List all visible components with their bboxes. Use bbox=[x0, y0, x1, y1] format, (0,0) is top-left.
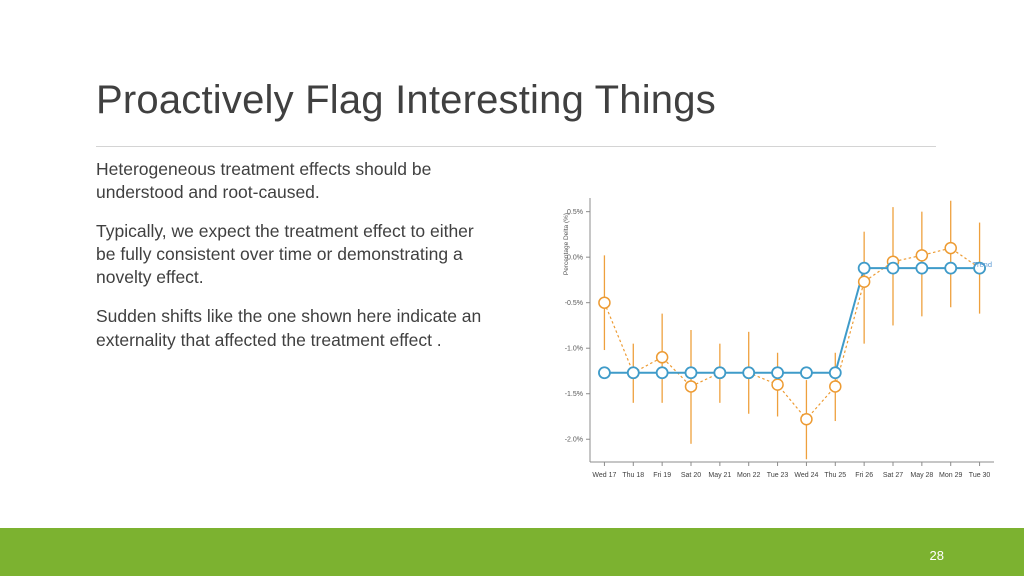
svg-text:Mon 22: Mon 22 bbox=[737, 472, 761, 479]
svg-text:May 28: May 28 bbox=[910, 472, 934, 479]
svg-text:Percentage Delta (%): Percentage Delta (%) bbox=[563, 212, 570, 276]
body-paragraph-1: Heterogeneous treatment effects should be understood and root-caused. bbox=[96, 159, 432, 203]
svg-text:Tue 23: Tue 23 bbox=[766, 472, 789, 479]
svg-text:May 21: May 21 bbox=[708, 472, 732, 479]
svg-text:Trend: Trend bbox=[972, 260, 992, 270]
svg-text:0.0%: 0.0% bbox=[567, 254, 583, 262]
svg-text:Sat 27: Sat 27 bbox=[882, 472, 904, 479]
svg-text:Mon 29: Mon 29 bbox=[939, 472, 963, 479]
svg-text:-1.0%: -1.0% bbox=[564, 345, 583, 353]
svg-text:-1.5%: -1.5% bbox=[564, 391, 583, 399]
svg-text:Fri 26: Fri 26 bbox=[855, 472, 874, 479]
treatment-effect-chart bbox=[528, 182, 1018, 502]
svg-text:-0.5%: -0.5% bbox=[564, 300, 583, 308]
body-text bbox=[96, 158, 496, 368]
slide-number: 28 bbox=[929, 548, 944, 563]
chart-container bbox=[528, 182, 1018, 502]
svg-text:Tue 30: Tue 30 bbox=[968, 472, 991, 479]
svg-text:-2.0%: -2.0% bbox=[564, 436, 583, 444]
body-paragraph-2: Typically, we expect the treatment effect to either be fully consistent over time or demonstrating a novelty effect. bbox=[96, 221, 474, 288]
svg-text:Wed 17: Wed 17 bbox=[592, 472, 617, 479]
svg-text:Thu 18: Thu 18 bbox=[622, 472, 645, 479]
body-paragraph-3: Sudden shifts like the one shown here indicate an externality that affected the treatment effect . bbox=[96, 306, 482, 350]
footer-bar bbox=[0, 528, 1024, 576]
svg-text:0.5%: 0.5% bbox=[567, 209, 583, 217]
svg-text:Thu 25: Thu 25 bbox=[824, 472, 847, 479]
svg-text:Sat 20: Sat 20 bbox=[680, 472, 702, 479]
svg-text:Fri 19: Fri 19 bbox=[653, 472, 672, 479]
svg-text:Wed 24: Wed 24 bbox=[794, 472, 819, 479]
page-title: Proactively Flag Interesting Things bbox=[96, 78, 716, 122]
title-divider bbox=[96, 146, 936, 147]
